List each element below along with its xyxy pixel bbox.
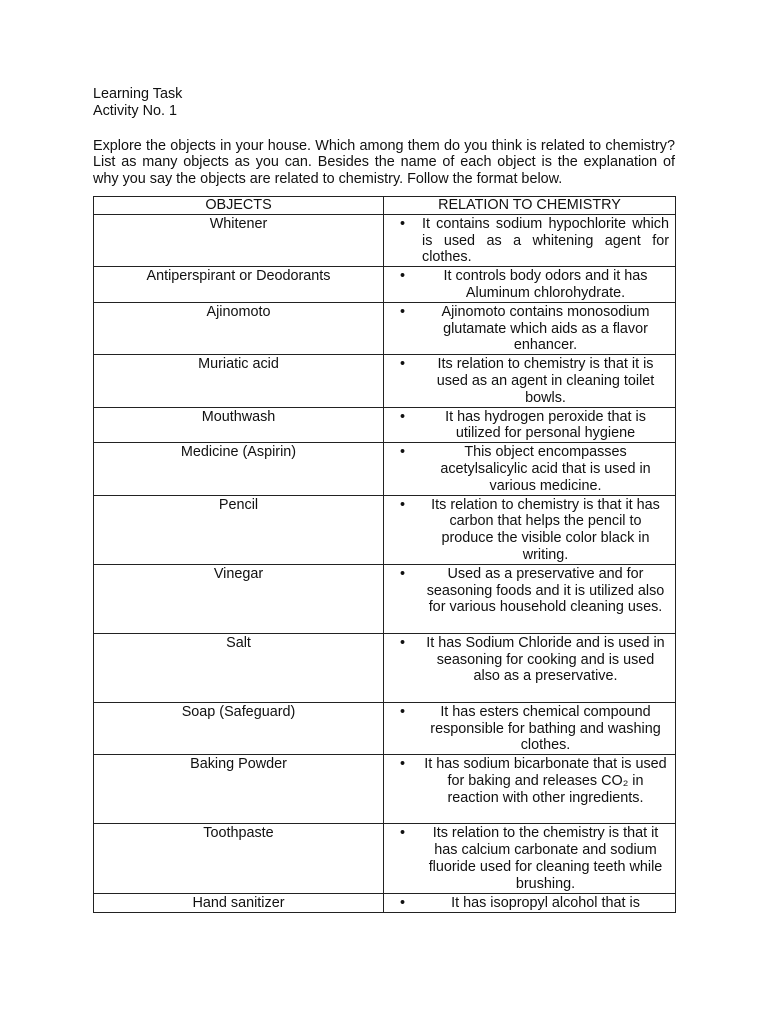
bullet-icon: • xyxy=(400,703,406,720)
objects-table xyxy=(93,196,676,913)
relation-text: It has sodium bicarbonate that is used for baking and releases CO₂ in reaction with other ingredients. xyxy=(424,756,667,806)
table-row xyxy=(94,755,676,824)
bullet-icon: • xyxy=(400,356,406,373)
bullet-icon: • xyxy=(400,268,406,285)
relation-text: Ajinomoto contains monosodium glutamate which aids as a flavor enhancer. xyxy=(441,303,650,354)
bullet-icon: • xyxy=(400,496,406,513)
table-header-row xyxy=(94,196,676,214)
table-row xyxy=(94,824,676,894)
bullet-icon: • xyxy=(400,408,406,425)
relation-cell xyxy=(384,407,676,443)
relation-text: Its relation to the chemistry is that it has calcium carbonate and sodium fluoride used for cleaning teeth while brushing. xyxy=(428,825,663,892)
object-name: Baking Powder xyxy=(94,755,384,824)
object-name: Toothpaste xyxy=(94,824,384,894)
relation-text: Its relation to chemistry is that it is used as an agent in cleaning toilet bowls. xyxy=(436,356,655,406)
bullet-icon: • xyxy=(400,565,406,582)
relation-cell xyxy=(384,302,676,354)
instructions-paragraph: Explore the objects in your house. Which among them do you think is related to chemistry? List as many objects as you can. Besides the name of each object is the explanation of why you say the objects are related to chemistry. Follow the format below. xyxy=(93,137,675,188)
document-page xyxy=(93,86,675,913)
relation-text: It has isopropyl alcohol that is xyxy=(451,895,640,912)
table-row xyxy=(94,564,676,633)
object-name: Medicine (Aspirin) xyxy=(94,443,384,495)
table-row xyxy=(94,267,676,303)
relation-text: It has Sodium Chloride and is used in seasoning for cooking and is used also as a preservative. xyxy=(426,634,665,685)
relation-text: It has hydrogen peroxide that is utilized for personal hygiene xyxy=(445,408,646,442)
task-title: Learning Task xyxy=(93,86,183,102)
bullet-icon: • xyxy=(400,756,406,773)
object-name: Muriatic acid xyxy=(94,355,384,407)
relation-text: It contains sodium hypochlorite which is used as a whitening agent for clothes. xyxy=(422,215,669,266)
table-row xyxy=(94,633,676,702)
object-name: Hand sanitizer xyxy=(94,894,384,913)
object-name: Salt xyxy=(94,633,384,702)
header-relation: RELATION TO CHEMISTRY xyxy=(384,196,676,214)
table-row xyxy=(94,702,676,754)
relation-cell xyxy=(384,633,676,702)
relation-cell xyxy=(384,702,676,754)
header-objects: OBJECTS xyxy=(94,196,384,214)
relation-text: It has esters chemical compound responsible for bathing and washing clothes. xyxy=(430,703,661,754)
object-name: Mouthwash xyxy=(94,407,384,443)
object-name: Soap (Safeguard) xyxy=(94,702,384,754)
bullet-icon: • xyxy=(400,303,406,320)
table-row xyxy=(94,355,676,407)
relation-text: This object encompasses acetylsalicylic acid that is used in various medicine. xyxy=(440,444,651,494)
relation-cell xyxy=(384,824,676,894)
relation-cell xyxy=(384,564,676,633)
relation-cell xyxy=(384,355,676,407)
bullet-icon: • xyxy=(400,215,406,232)
relation-text: Used as a preservative and for seasoning foods and it is utilized also for various household cleaning uses. xyxy=(426,565,665,616)
table-row xyxy=(94,443,676,495)
object-name: Antiperspirant or Deodorants xyxy=(94,267,384,303)
relation-cell xyxy=(384,267,676,303)
bullet-icon: • xyxy=(400,895,406,912)
bullet-icon: • xyxy=(400,444,406,461)
object-name: Ajinomoto xyxy=(94,302,384,354)
table-row xyxy=(94,214,676,266)
relation-text: Its relation to chemistry is that it has carbon that helps the pencil to produce the visible color black in writing. xyxy=(431,496,660,563)
table-row xyxy=(94,407,676,443)
object-name: Vinegar xyxy=(94,564,384,633)
relation-cell xyxy=(384,755,676,824)
relation-cell xyxy=(384,495,676,564)
object-name: Whitener xyxy=(94,214,384,266)
relation-cell xyxy=(384,214,676,266)
table-row xyxy=(94,302,676,354)
relation-cell xyxy=(384,894,676,913)
object-name: Pencil xyxy=(94,495,384,564)
bullet-icon: • xyxy=(400,634,406,651)
table-row xyxy=(94,495,676,564)
relation-cell xyxy=(384,443,676,495)
bullet-icon: • xyxy=(400,825,406,842)
activity-number: Activity No. 1 xyxy=(93,102,177,119)
table-row xyxy=(94,894,676,913)
relation-text: It controls body odors and it has Aluminum chlorohydrate. xyxy=(443,268,648,301)
